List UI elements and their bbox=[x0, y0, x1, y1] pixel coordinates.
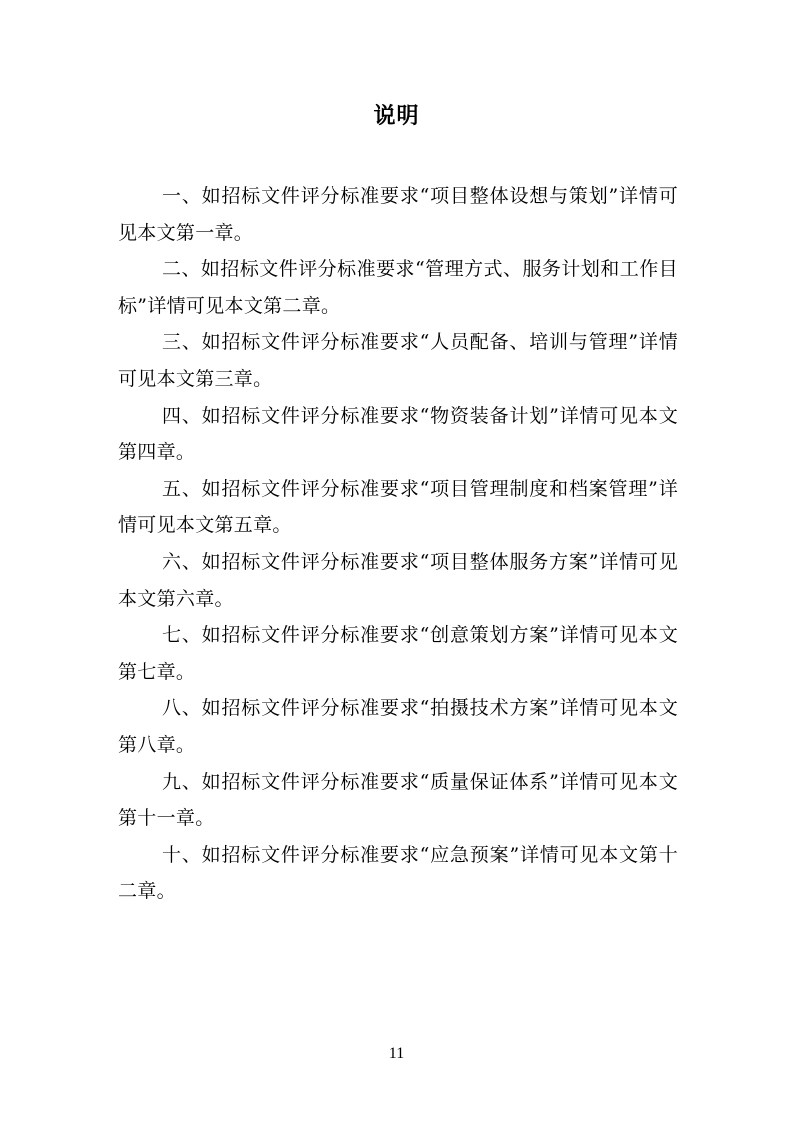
paragraph-4: 四、如招标文件评分标准要求“物资装备计划”详情可见本文第四章。 bbox=[118, 404, 678, 464]
paragraph-8: 八、如招标文件评分标准要求“拍摄技术方案”详情可见本文第八章。 bbox=[118, 697, 678, 756]
document-body bbox=[118, 178, 678, 910]
paragraph-3: 三、如招标文件评分标准要求“人员配备、培训与管理”详情可见本文第三章。 bbox=[118, 331, 678, 390]
paragraph-1: 一、如招标文件评分标准要求“项目整体设想与策划”详情可见本文第一章。 bbox=[118, 185, 678, 244]
paragraph-9: 九、如招标文件评分标准要求“质量保证体系”详情可见本文第十一章。 bbox=[118, 770, 678, 830]
paragraph-6: 六、如招标文件评分标准要求“项目整体服务方案”详情可见本文第六章。 bbox=[118, 550, 678, 610]
paragraph-5: 五、如招标文件评分标准要求“项目管理制度和档案管理”详情可见本文第五章。 bbox=[118, 477, 678, 537]
page-title: 说明 bbox=[373, 104, 420, 129]
paragraph-10: 十、如招标文件评分标准要求“应急预案”详情可见本文第十二章。 bbox=[118, 843, 678, 903]
paragraph-7: 七、如招标文件评分标准要求“创意策划方案”详情可见本文第七章。 bbox=[118, 624, 678, 683]
paragraph-2: 二、如招标文件评分标准要求“管理方式、服务计划和工作目标”详情可见本文第二章。 bbox=[118, 258, 678, 317]
page-number: 11 bbox=[388, 1045, 405, 1062]
